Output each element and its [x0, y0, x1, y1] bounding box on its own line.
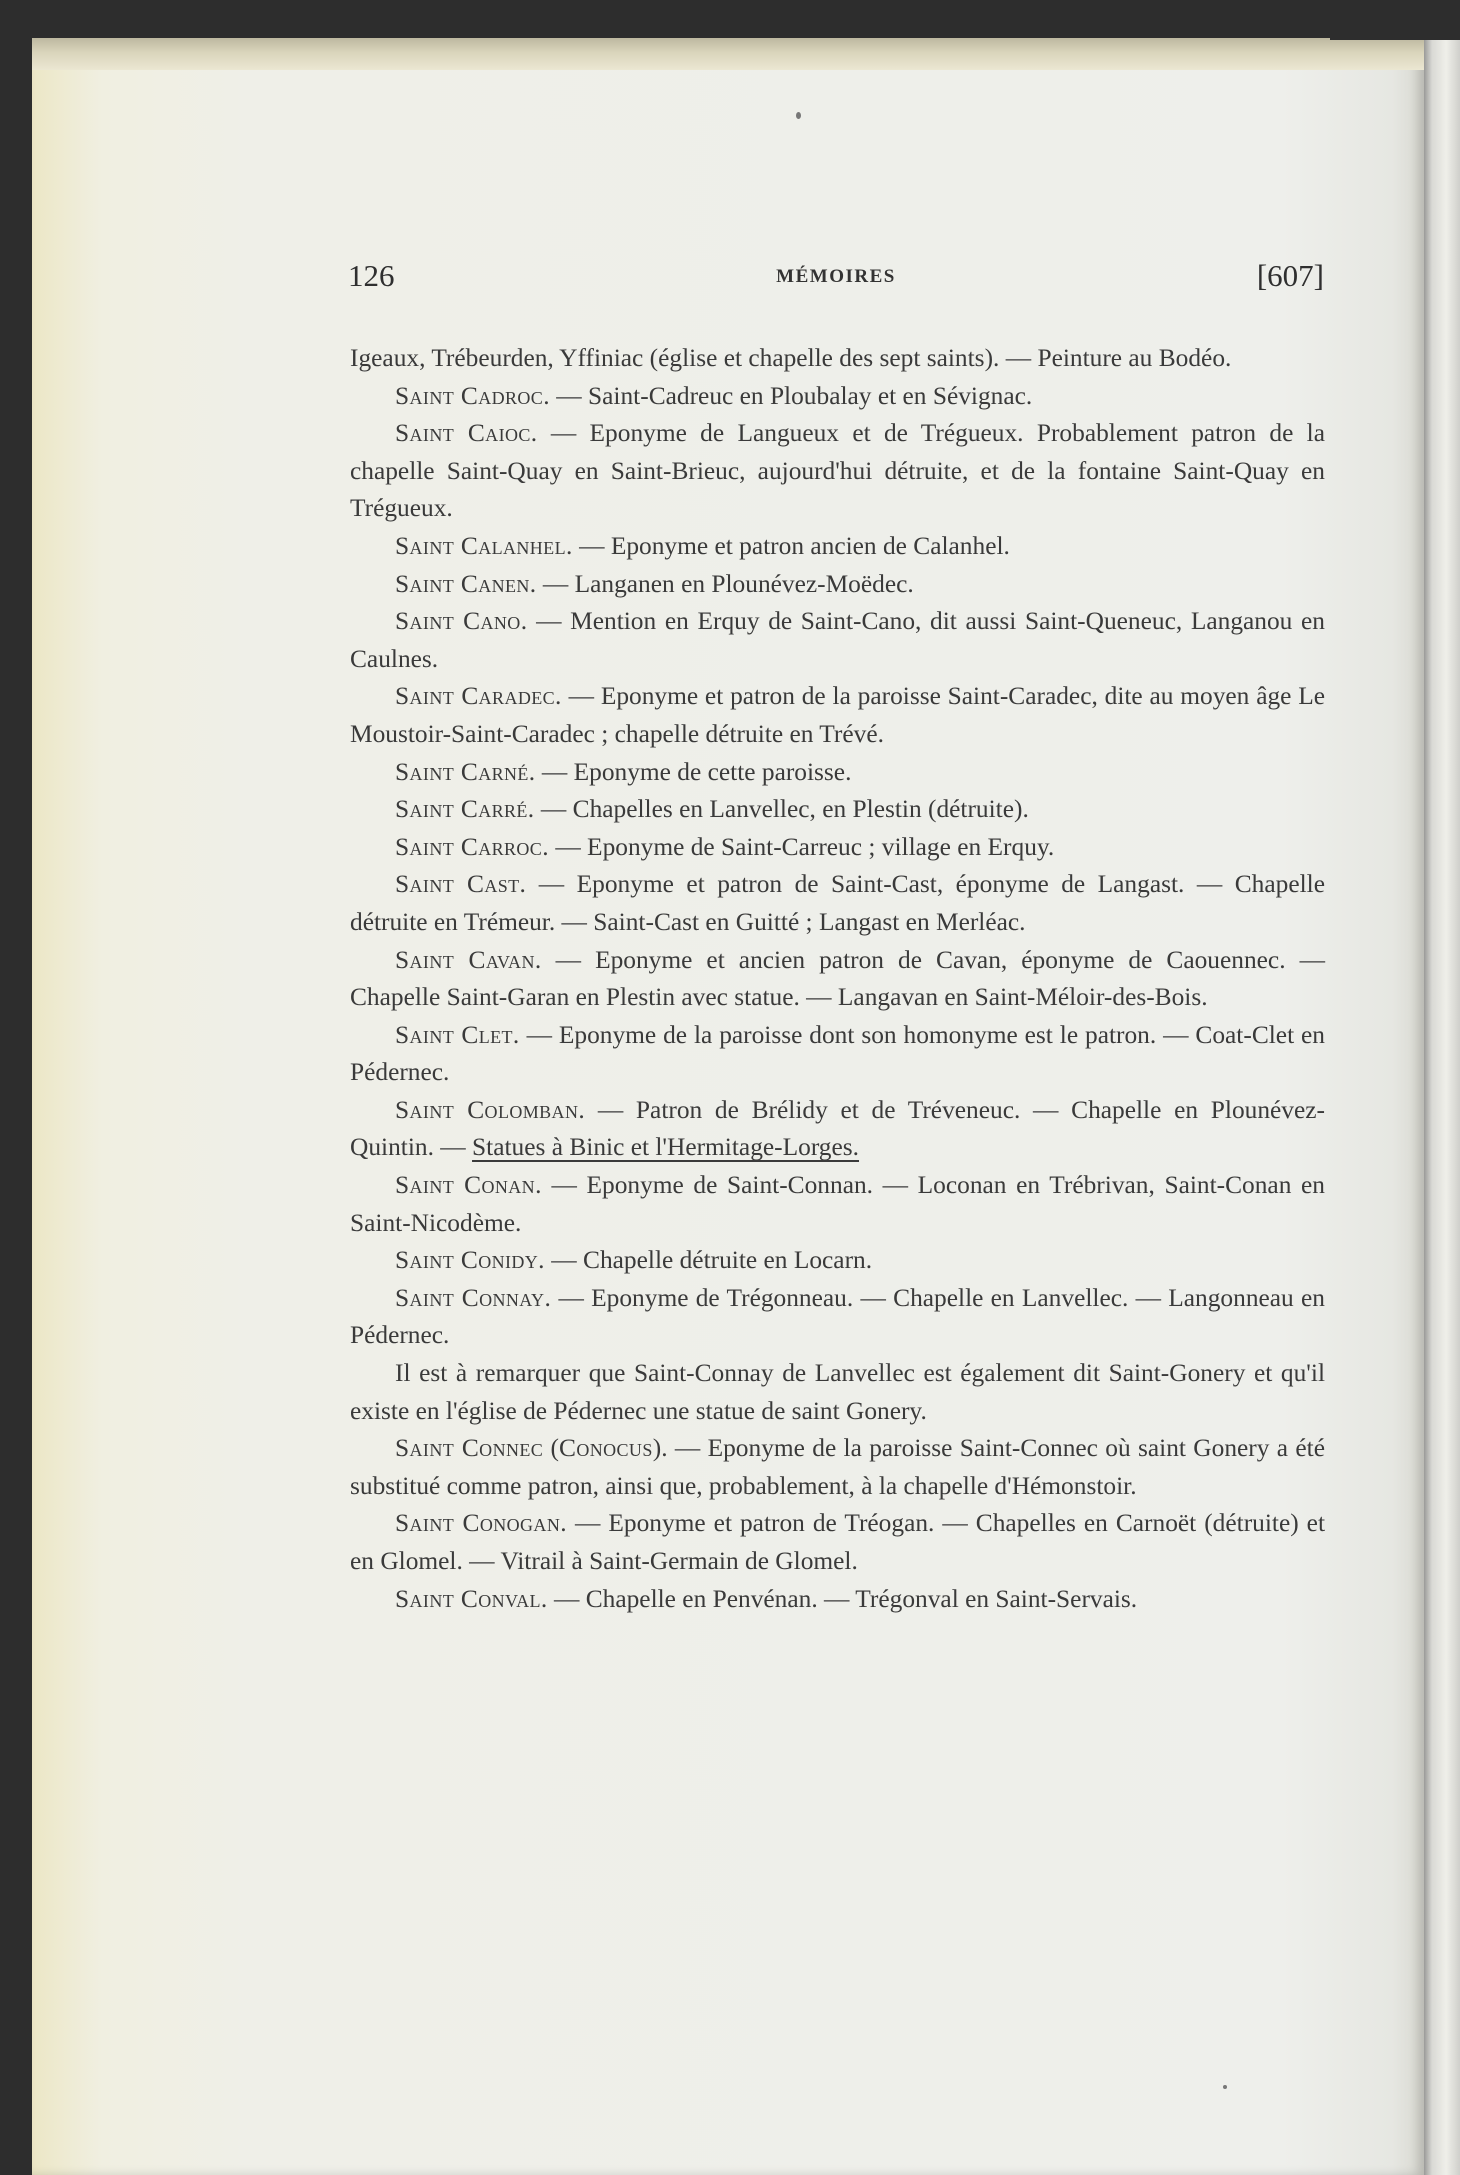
book-spine-edge	[1424, 26, 1460, 2175]
saint-name: Saint Cast.	[395, 870, 527, 899]
saint-name: Saint Connec	[395, 1434, 544, 1463]
entry: Saint Connec (Conocus). — Eponyme de la paroisse Saint-Connec où saint Gonery a été substitué comme patron, ainsi que, probablement, à la chapelle d'Hémonstoir.	[350, 1434, 1325, 1500]
saint-name: Saint Carré.	[395, 795, 535, 824]
saint-name: Saint Cano.	[395, 607, 528, 636]
saint-name: Saint Conan.	[395, 1171, 542, 1200]
running-title: MÉMOIRES	[776, 266, 896, 287]
saint-name: Saint Conval.	[395, 1584, 548, 1613]
saint-name: Saint Clet.	[395, 1020, 520, 1049]
entry: Saint Canen. — Langanen en Plounévez-Moëdec.	[395, 569, 914, 598]
latin-name: Conocus	[558, 1434, 653, 1463]
entry: Saint Conan. — Eponyme de Saint-Connan. — Loconan en Trébrivan, Saint-Conan en Saint-Nicodème.	[350, 1171, 1325, 1237]
saint-name: Saint Conogan.	[395, 1509, 567, 1538]
saint-name: Saint Canen.	[395, 569, 537, 598]
entry: Saint Cavan. — Eponyme et ancien patron de Cavan, éponyme de Caouennec. — Chapelle Saint-Garan en Plestin avec statue. — Langavan en Saint-Méloir-des-Bois.	[350, 945, 1325, 1012]
page-number: 126	[348, 258, 395, 293]
entry: Saint Carré. — Chapelles en Lanvellec, en Plestin (détruite).	[395, 795, 1029, 824]
entry: Saint Cadroc. — Saint-Cadreuc en Ploubalay et en Sévignac.	[395, 381, 1033, 410]
saint-name: Saint Caradec.	[395, 682, 562, 711]
entry: Saint Caradec. — Eponyme et patron de la paroisse Saint-Caradec, dite au moyen âge Le Moustoir-Saint-Caradec ; chapelle détruite en Trévé.	[350, 682, 1326, 748]
entry: Saint Caioc. — Eponyme de Langueux et de Trégueux. Probablement patron de la chapelle Saint-Quay en Saint-Brieuc, aujourd'hui détruite, et de la fontaine Saint-Quay en Trégueux.	[350, 419, 1325, 523]
saint-name: Saint Connay.	[395, 1283, 552, 1312]
entry: Saint Conval. — Chapelle en Penvénan. — Trégonval en Saint-Servais.	[395, 1584, 1138, 1613]
saint-name: Saint Caioc.	[395, 419, 538, 448]
page-header	[348, 258, 1324, 308]
entry: Saint Clet. — Eponyme de la paroisse dont son homonyme est le patron. — Coat-Clet en Pédernec.	[350, 1020, 1325, 1087]
page-top-edge	[32, 38, 1424, 70]
speck	[796, 112, 801, 119]
saint-name: Saint Carroc.	[395, 832, 549, 861]
saint-name: Saint Calanhel.	[395, 531, 573, 560]
body-text	[350, 340, 1325, 1618]
speck	[1223, 2085, 1227, 2089]
entry: Saint Carroc. — Eponyme de Saint-Carreuc ; village en Erquy.	[395, 832, 1055, 861]
entry: Saint Connay. — Eponyme de Trégonneau. — Chapelle en Lanvellec. — Langonneau en Pédernec.	[350, 1283, 1325, 1350]
saint-name: Saint Carné.	[395, 757, 536, 786]
underlined-text: Statues à Binic et l'Hermitage-Lorges.	[472, 1133, 860, 1162]
entry: Saint Cano. — Mention en Erquy de Saint-Cano, dit aussi Saint-Queneuc, Langanou en Caulnes.	[350, 607, 1325, 673]
entry: Saint Calanhel. — Eponyme et patron ancien de Calanhel.	[395, 531, 1010, 560]
entry: Saint Cast. — Eponyme et patron de Saint-Cast, éponyme de Langast. — Chapelle détruite en Trémeur. — Saint-Cast en Guitté ; Langast en Merléac.	[350, 870, 1325, 936]
entry: Saint Conidy. — Chapelle détruite en Locarn.	[395, 1246, 873, 1275]
saint-name: Saint Colomban.	[395, 1095, 586, 1124]
saint-name: Saint Cavan.	[395, 945, 542, 974]
scan-background	[1330, 26, 1460, 40]
saint-name: Saint Cadroc.	[395, 381, 550, 410]
entry: Saint Conogan. — Eponyme et patron de Tréogan. — Chapelles en Carnoët (détruite) et en Glomel. — Vitrail à Saint-Germain de Glomel.	[350, 1509, 1325, 1575]
entry: Saint Colomban. — Patron de Brélidy et de Tréveneuc. — Chapelle en Plounévez-Quintin. — Statues à Binic et l'Hermitage-Lorges.	[350, 1095, 1325, 1162]
paragraph: Igeaux, Trébeurden, Yffiniac (église et chapelle des sept saints). — Peinture au Bodéo.	[350, 344, 1232, 372]
saint-name: Saint Conidy.	[395, 1246, 545, 1275]
folio-number: [607]	[1256, 258, 1324, 293]
paragraph: Il est à remarquer que Saint-Connay de Lanvellec est également dit Saint-Gonery et qu'il existe en l'église de Pédernec une statue de saint Gonery.	[350, 1359, 1325, 1425]
entry: Saint Carné. — Eponyme de cette paroisse.	[395, 757, 852, 786]
